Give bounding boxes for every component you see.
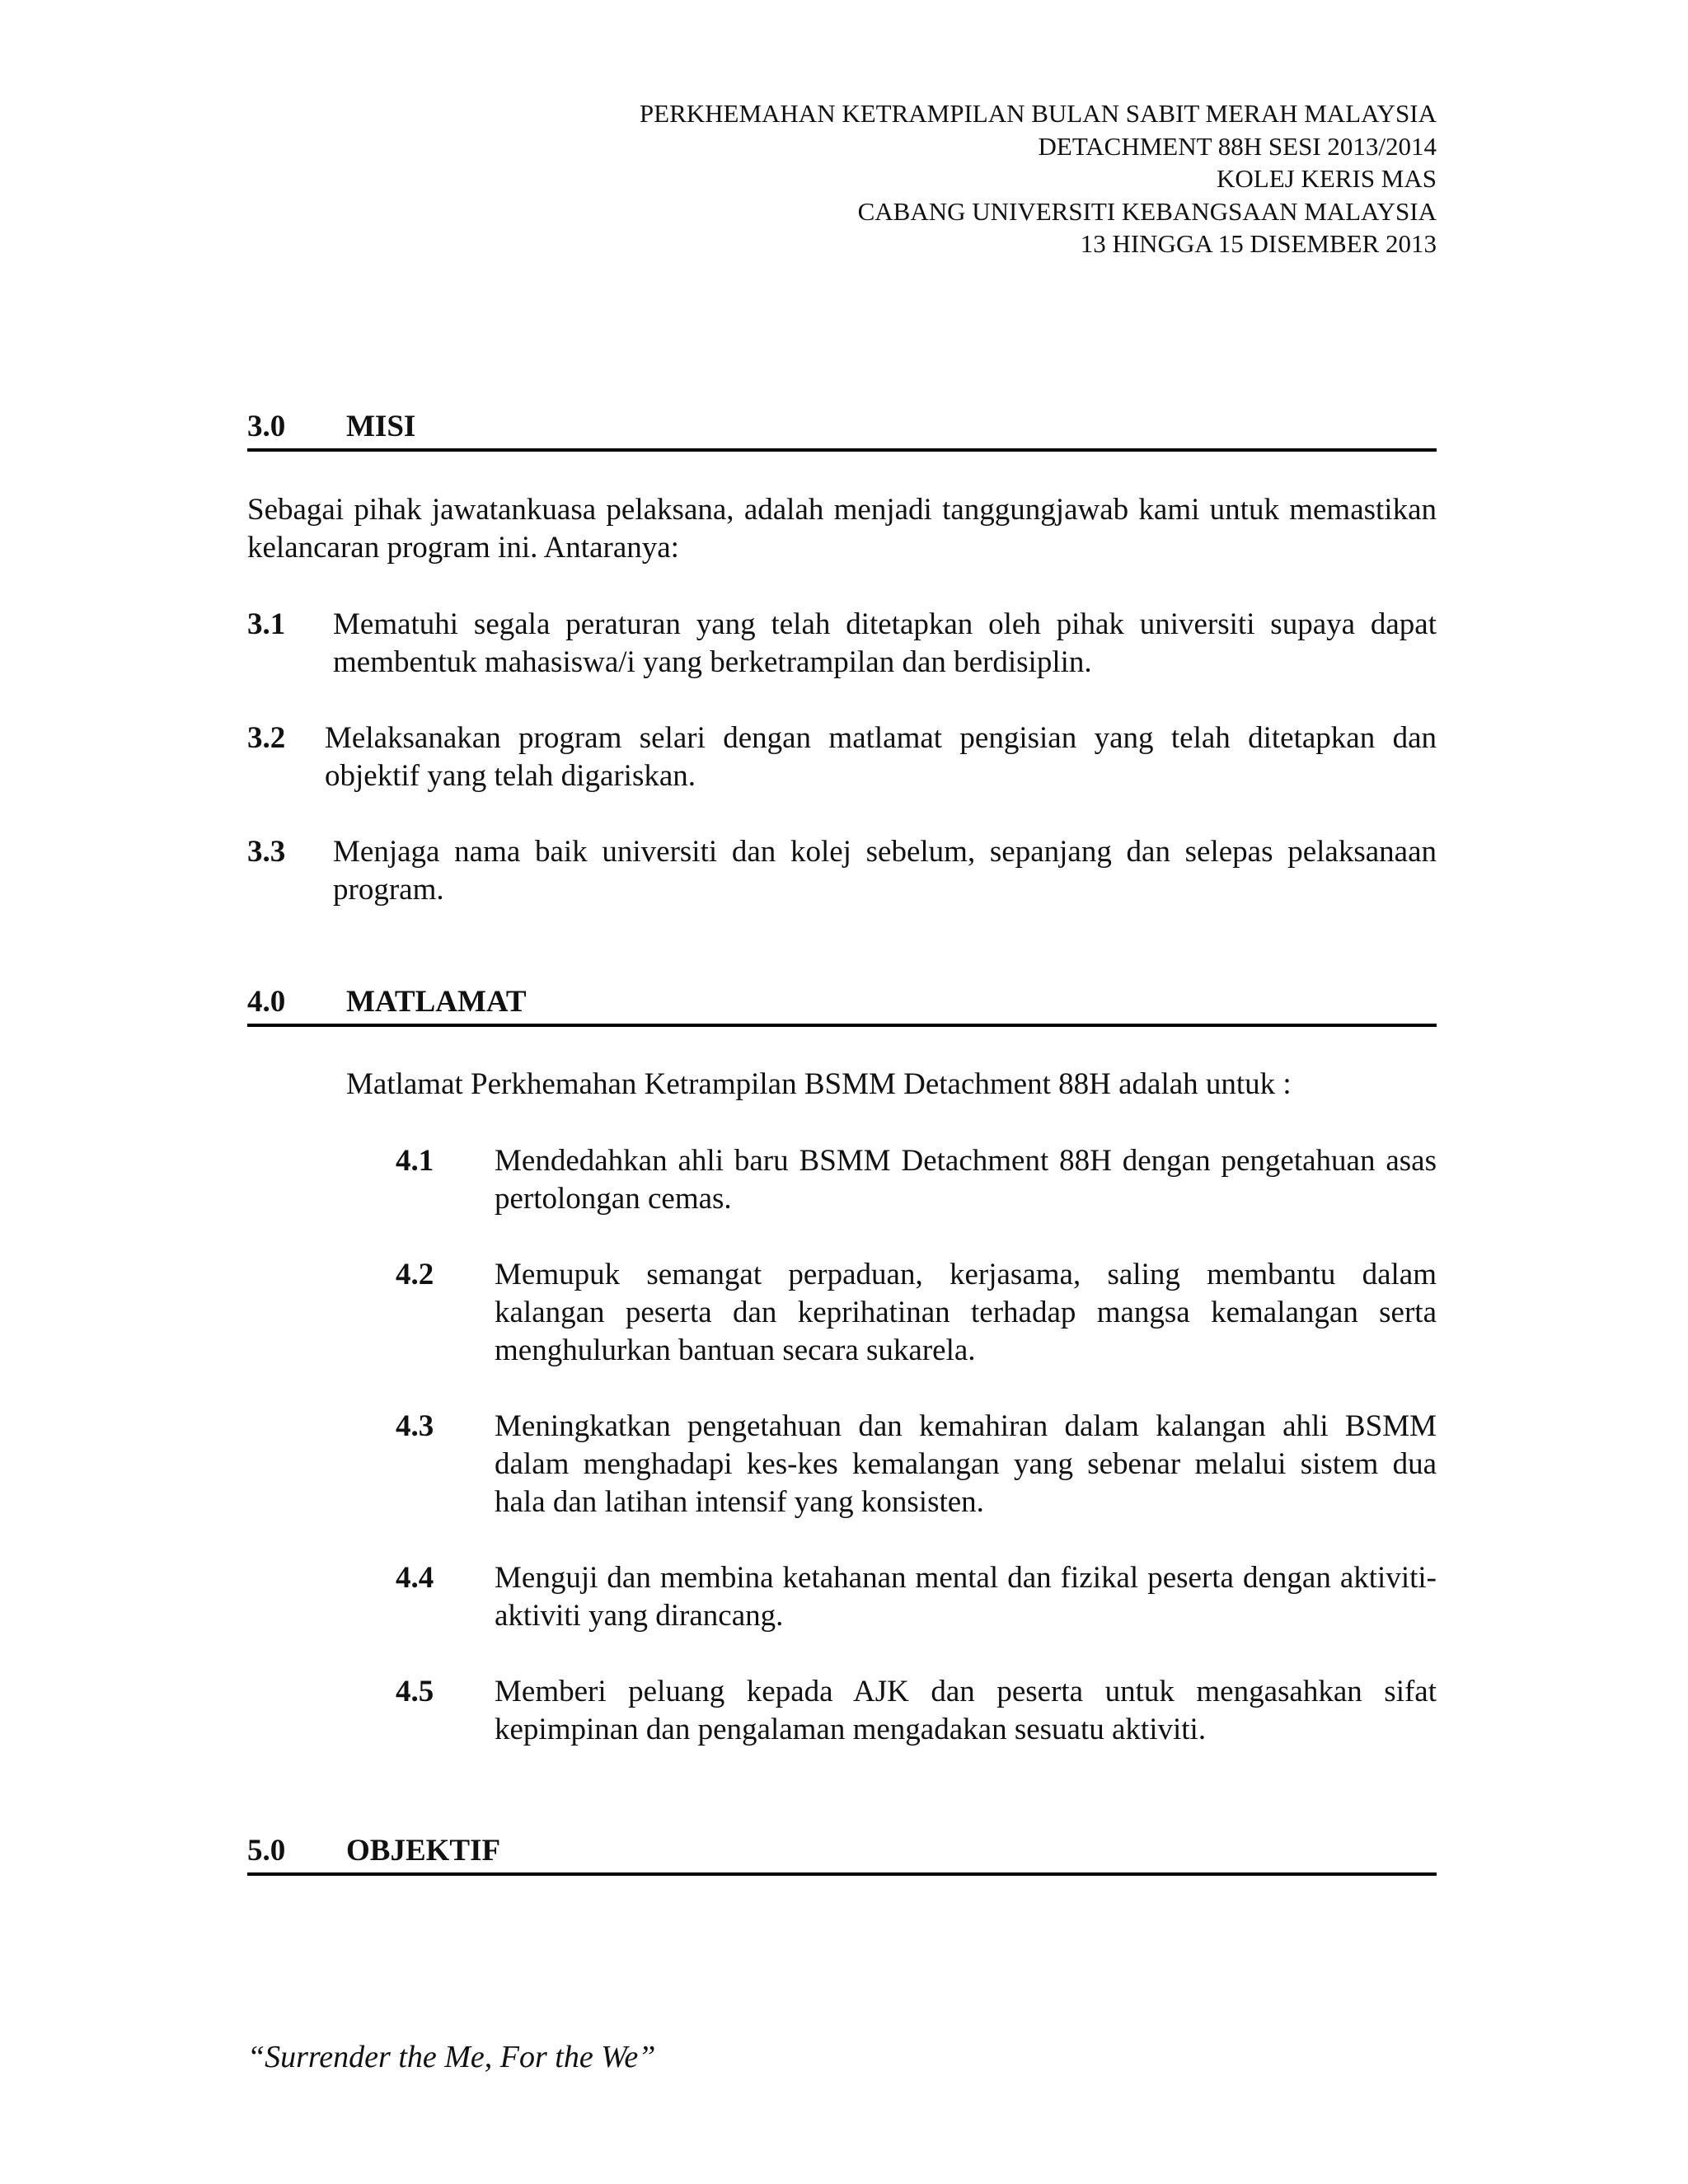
list-item-text: Memberi peluang kepada AJK dan peserta untuk mengasahkan sifat kepimpinan dan pengalaman mengadakan sesuatu aktiviti.	[495, 1675, 1437, 1746]
footer-motto: “Surrender the Me, For the We”	[247, 2040, 656, 2074]
section-title: OBJEKTIF	[346, 1834, 501, 1868]
section-number: 5.0	[247, 1834, 286, 1868]
list-item-number: 3.1	[247, 607, 286, 641]
section-number: 4.0	[247, 985, 286, 1019]
section-title: MISI	[346, 410, 416, 443]
list-item-text: Meningkatkan pengetahuan dan kemahiran dalam kalangan ahli BSMM dalam menghadapi kes-kes kemalangan yang sebenar melalui sistem dua hala dan latihan intensif yang konsisten.	[495, 1409, 1437, 1519]
section-number: 3.0	[247, 410, 286, 443]
list-item-text: Melaksanakan program selari dengan matlamat pengisian yang telah ditetapkan dan objektif yang telah digariskan.	[325, 721, 1437, 793]
section-heading-misi	[247, 405, 1437, 452]
header-line-5: 13 HINGGA 15 DISEMBER 2013	[1080, 229, 1437, 258]
list-item-number: 4.1	[396, 1144, 434, 1178]
header-line-2: DETACHMENT 88H SESI 2013/2014	[1038, 131, 1437, 161]
list-item-text: Mematuhi segala peraturan yang telah ditetapkan oleh pihak universiti supaya dapat membentuk mahasiswa/i yang berketrampilan dan berdisiplin.	[333, 607, 1437, 679]
section-heading-matlamat	[247, 981, 1437, 1027]
list-item-text: Memupuk semangat perpaduan, kerjasama, saling membantu dalam kalangan peserta dan keprihatinan terhadap mangsa kemalangan serta menghulurkan bantuan secara sukarela.	[495, 1258, 1437, 1367]
list-item-text: Mendedahkan ahli baru BSMM Detachment 88H dengan pengetahuan asas pertolongan cemas.	[495, 1144, 1437, 1216]
list-item-number: 4.4	[396, 1561, 434, 1595]
header-line-4: CABANG UNIVERSITI KEBANGSAAN MALAYSIA	[857, 196, 1437, 226]
list-item-text: Menjaga nama baik universiti dan kolej sebelum, sepanjang dan selepas pelaksanaan program.	[333, 835, 1437, 907]
list-item-text: Menguji dan membina ketahanan mental dan fizikal peserta dengan aktiviti-aktiviti yang dirancang.	[495, 1561, 1437, 1633]
section-title: MATLAMAT	[346, 985, 527, 1019]
misi-intro: Sebagai pihak jawatankuasa pelaksana, adalah menjadi tanggungjawab kami untuk memastikan kelancaran program ini. Antaranya:	[247, 493, 1437, 565]
list-item-number: 3.2	[247, 721, 286, 755]
header-line-3: KOLEJ KERIS MAS	[1217, 164, 1437, 193]
matlamat-intro: Matlamat Perkhemahan Ketrampilan BSMM Detachment 88H adalah untuk :	[346, 1067, 1292, 1101]
list-item-number: 3.3	[247, 835, 286, 869]
list-item-number: 4.2	[396, 1258, 434, 1291]
document-header	[247, 97, 1437, 260]
list-item-number: 4.5	[396, 1675, 434, 1708]
section-heading-objektif	[247, 1830, 1437, 1876]
list-item-number: 4.3	[396, 1409, 434, 1443]
header-line-1: PERKHEMAHAN KETRAMPILAN BULAN SABIT MERAH MALAYSIA	[639, 99, 1437, 128]
